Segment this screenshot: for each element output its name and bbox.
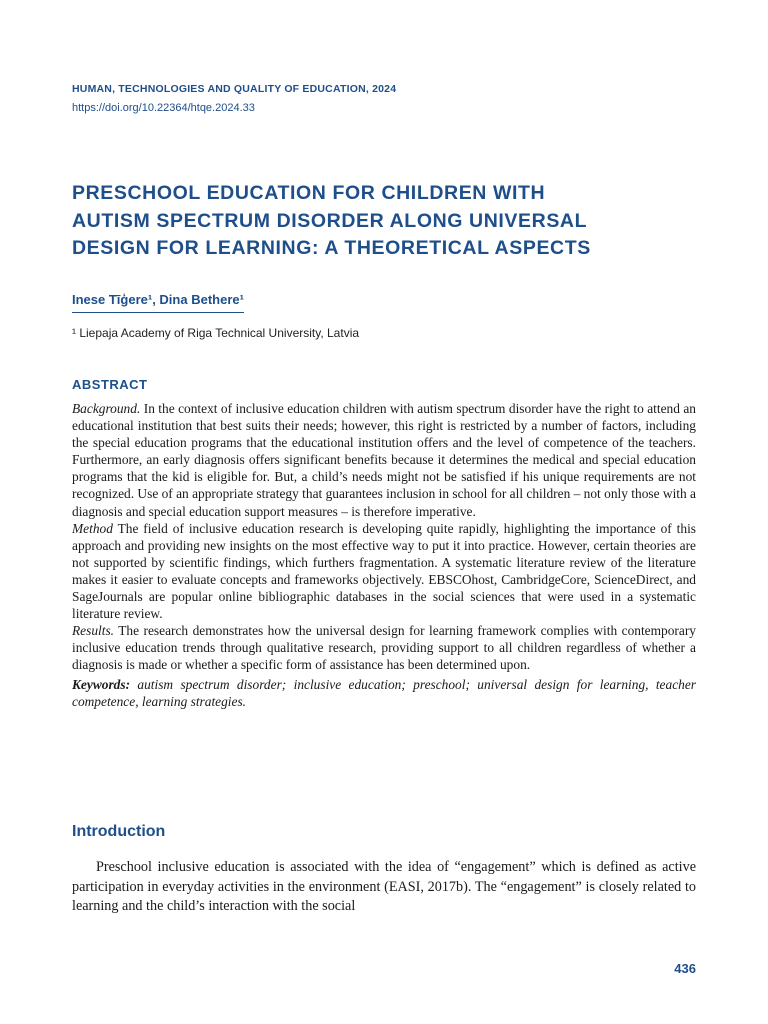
abstract-background xyxy=(72,400,696,520)
results-label: Results. xyxy=(72,623,115,639)
method-text: The field of inclusive education research is developing quite rapidly, highlighting the importance of this approach and providing new insights on the most effective way to put it into practice. However, certain theories are not supported by scientific findings, which furthers fragmentation. A systematic literature review of the literature makes it easier to evaluate concepts and frameworks objectively. EBSCOhost, CambridgeCore, ScienceDirect, and SageJournals are popular online bibliographic databases in the social sciences that were used in a systematic literature review. xyxy=(72,520,696,622)
introduction-text: Preschool inclusive education is associated with the idea of “engagement” which is defined as active participation in everyday activities in the environment (EASI, 2017b). The “engagement” is closely related to learning and the child’s interaction with the social xyxy=(72,859,696,914)
page-number: 436 xyxy=(674,961,696,976)
keywords-label: Keywords: xyxy=(72,676,131,692)
title-line: DESIGN FOR LEARNING: A THEORETICAL ASPECTS xyxy=(72,237,591,259)
journal-name: HUMAN, TECHNOLOGIES AND QUALITY OF EDUCATION, 2024 xyxy=(72,83,397,95)
results-text: The research demonstrates how the universal design for learning framework complies with contemporary inclusive education trends through qualitative research, providing support to all children regardless of whether a diagnosis is made or whether a specific form of assistance has been determined upon. xyxy=(72,623,696,673)
title-line: AUTISM SPECTRUM DISORDER ALONG UNIVERSAL xyxy=(72,209,588,232)
abstract-body xyxy=(72,400,696,710)
background-text: In the context of inclusive education children with autism spectrum disorder have the right to attend an educational institution that best suits their needs; however, this right is restricted by a number of factors, including the special education programs that the educational institution offers and the level of competence of the teachers. Furthermore, an early diagnosis offers significant benefits because it determines the medical and special education programs that the kid is eligible for. But, a child’s needs might not be satisfied if his unique requirements are not recognized. Use of an appropriate strategy that guarantees inclusion in school for all children – not only those with a diagnosis and special education support measures – is therefore imperative. xyxy=(72,401,696,519)
introduction-heading: Introduction xyxy=(72,823,166,840)
keywords-text: autism spectrum disorder; inclusive education; preschool; universal design for learning, teacher competence, learning strategies. xyxy=(72,676,696,709)
paper-title xyxy=(72,180,712,263)
title-line: PRESCHOOL EDUCATION FOR CHILDREN WITH xyxy=(72,182,546,204)
doi-link[interactable]: https://doi.org/10.22364/htqe.2024.33 xyxy=(72,102,255,114)
abstract-method xyxy=(72,520,696,623)
keywords xyxy=(72,676,696,710)
background-label: Background. xyxy=(72,401,141,416)
affiliation: ¹ Liepaja Academy of Riga Technical University, Latvia xyxy=(72,326,360,340)
abstract-heading: ABSTRACT xyxy=(72,377,148,392)
abstract-results xyxy=(72,622,696,673)
authors: Inese Tīģere¹, Dina Bethere¹ xyxy=(72,292,244,313)
method-label: Method xyxy=(72,520,113,536)
